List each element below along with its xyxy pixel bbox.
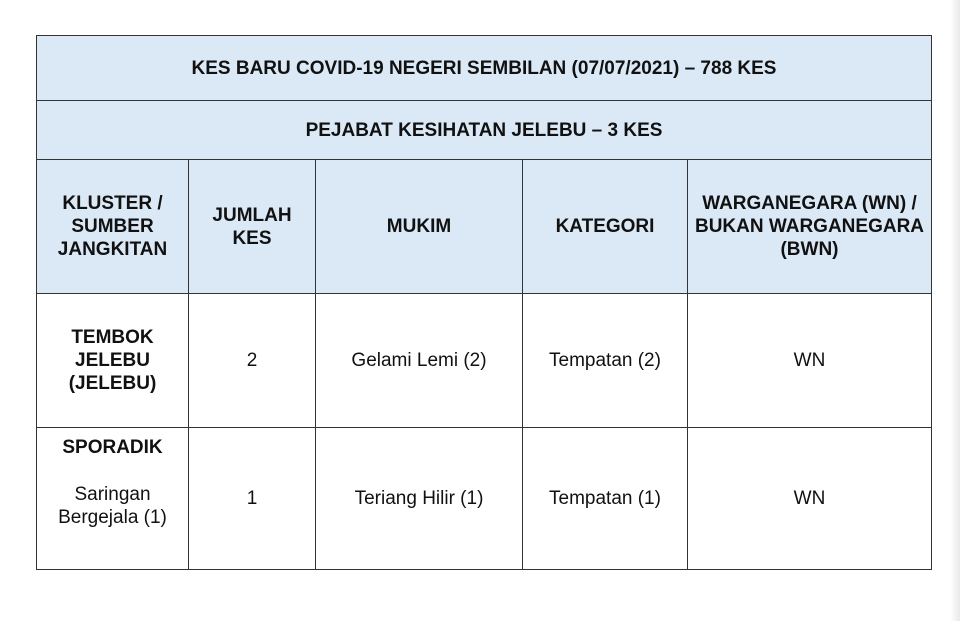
table-row [37, 428, 932, 570]
covid-cases-table [36, 35, 932, 570]
header-citizenship: WARGANEGARA (WN) / BUKAN WARGANEGARA (BWN) [688, 160, 932, 294]
column-header-row [37, 160, 932, 294]
header-category: KATEGORI [523, 160, 688, 294]
header-cluster: KLUSTER / SUMBER JANGKITAN [37, 160, 189, 294]
case-count-cell: 1 [189, 428, 316, 570]
citizenship-cell: WN [688, 294, 932, 428]
cluster-cell [37, 428, 189, 570]
table-title: KES BARU COVID-19 NEGERI SEMBILAN (07/07/2021) – 788 KES [37, 36, 932, 101]
case-count-cell: 2 [189, 294, 316, 428]
cluster-detail: Saringan Bergejala (1) [58, 484, 167, 528]
citizenship-cell: WN [688, 428, 932, 570]
mukim-cell: Gelami Lemi (2) [316, 294, 523, 428]
mukim-cell: Teriang Hilir (1) [316, 428, 523, 570]
cluster-cell: TEMBOK JELEBU (JELEBU) [37, 294, 189, 428]
category-cell: Tempatan (2) [523, 294, 688, 428]
header-mukim: MUKIM [316, 160, 523, 294]
cluster-name: SPORADIK [62, 437, 163, 458]
edge-shadow [950, 0, 960, 621]
header-case-count: JUMLAH KES [189, 160, 316, 294]
table-row [37, 294, 932, 428]
table-subtitle: PEJABAT KESIHATAN JELEBU – 3 KES [37, 101, 932, 160]
category-cell: Tempatan (1) [523, 428, 688, 570]
